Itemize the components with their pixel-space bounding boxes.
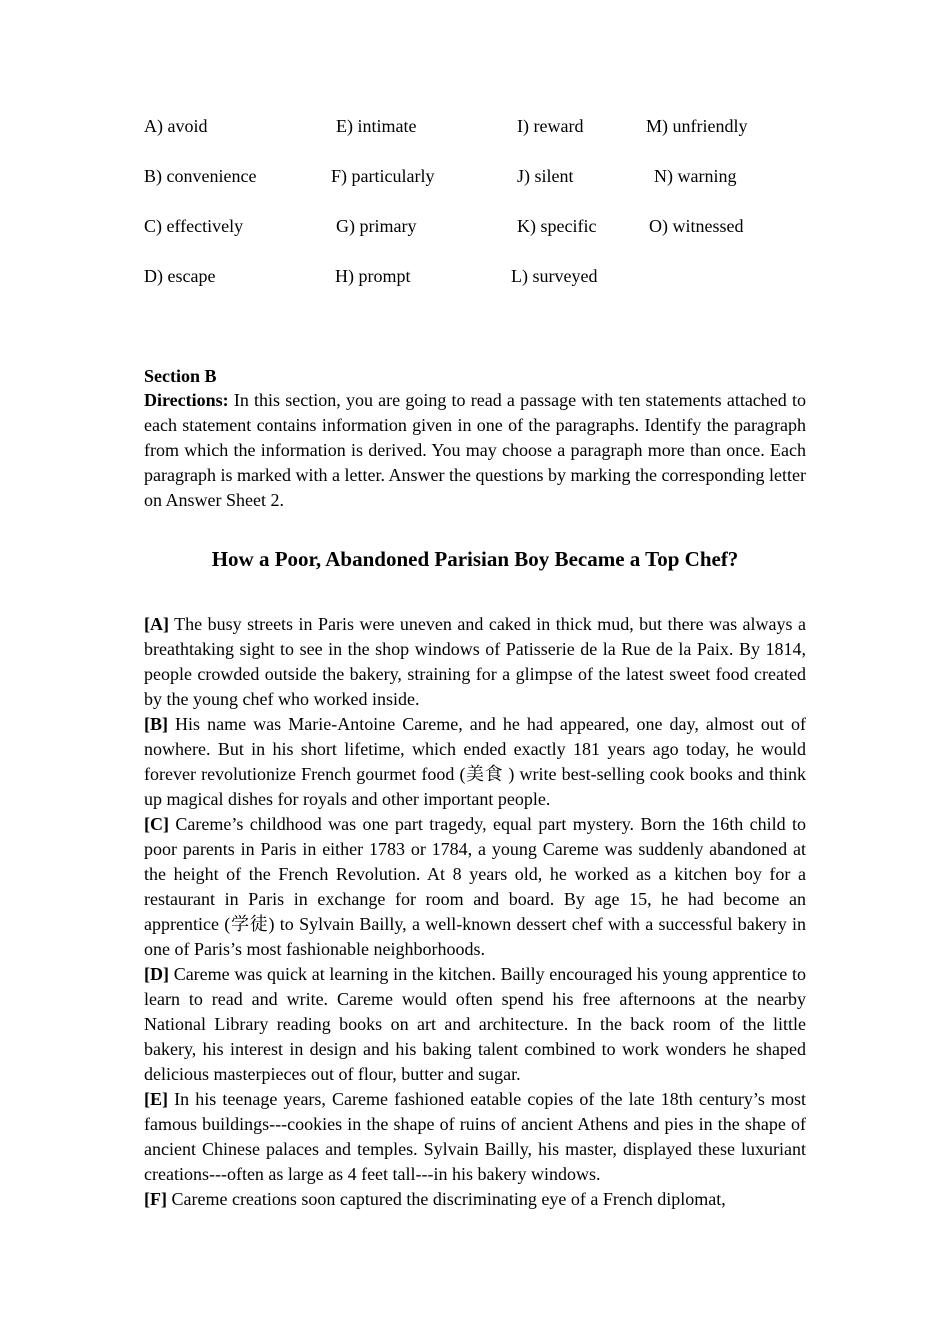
directions-text (144, 388, 806, 513)
word-bank-row (0, 264, 950, 314)
passage-title: How a Poor, Abandoned Parisian Boy Became a Top Chef? (211, 547, 739, 571)
word-bank (0, 114, 950, 314)
word-option: N) warning (654, 166, 737, 186)
paragraph-b (144, 712, 806, 812)
paragraph-c (144, 812, 806, 962)
paragraph-tag: [E] (144, 1089, 168, 1109)
word-bank-row (0, 164, 950, 214)
directions-body: In this section, you are going to read a passage with ten statements attached to each statement contains information given in one of the paragraphs. Identify the paragraph from which the information is derived. You may choose a paragraph more than once. Each paragraph is marked with a letter. Answer the questions by marking the corresponding letter on Answer Sheet 2. (144, 390, 806, 510)
paragraph-tag: [B] (144, 714, 168, 734)
word-option: E) intimate (336, 116, 417, 136)
word-option: J) silent (517, 166, 574, 186)
word-option: C) effectively (144, 216, 244, 236)
paragraph-text: Careme was quick at learning in the kitchen. Bailly encouraged his young apprentice to learn to read and write. Careme would often spend his free afternoons at the nearby National Library reading books on art and architecture. In the back room of the little bakery, his interest in design and his baking talent combined to work wonders he shaped delicious masterpieces out of flour, butter and sugar. (144, 964, 806, 1084)
paragraph-text: The busy streets in Paris were uneven and caked in thick mud, but there was always a breathtaking sight to see in the shop windows of Patisserie de la Rue de la Paix. By 1814, people crowded outside the bakery, straining for a glimpse of the latest sweet food created by the young chef who worked inside. (144, 614, 806, 709)
word-option: H) prompt (335, 266, 411, 286)
word-option: B) convenience (144, 166, 257, 186)
paragraph-text: His name was Marie-Antoine Careme, and he had appeared, one day, almost out of nowhere. But in his short lifetime, which ended exactly 181 years ago today, he would forever revolutionize French gourmet food (美食 ) write best-selling cook books and think up magical dishes for royals and other important people. (144, 714, 806, 809)
word-option: M) unfriendly (646, 116, 748, 136)
word-bank-row (0, 214, 950, 264)
passage-body (144, 612, 806, 1212)
directions-label: Directions: (144, 390, 229, 410)
paragraph-tag: [C] (144, 814, 169, 834)
paragraph-tag: [D] (144, 964, 169, 984)
word-option: A) avoid (144, 116, 208, 136)
section-heading: Section B (144, 366, 217, 386)
paragraph-text: Careme creations soon captured the discriminating eye of a French diplomat, (166, 1189, 726, 1209)
paragraph-d (144, 962, 806, 1087)
word-option: F) particularly (331, 166, 435, 186)
word-option: I) reward (517, 116, 584, 136)
word-option: K) specific (517, 216, 597, 236)
word-option: D) escape (144, 266, 216, 286)
paragraph-text: In his teenage years, Careme fashioned eatable copies of the late 18th century’s most famous buildings---cookies in the shape of ruins of ancient Athens and pies in the shape of ancient Chinese palaces and temples. Sylvain Bailly, his master, displayed these luxuriant creations---often as large as 4 feet tall---in his bakery windows. (144, 1089, 806, 1184)
paragraph-tag: [A] (144, 614, 169, 634)
paragraph-f (144, 1187, 806, 1212)
word-bank-row (0, 114, 950, 164)
paragraph-a (144, 612, 806, 712)
word-option: G) primary (336, 216, 417, 236)
paragraph-tag: [F] (144, 1189, 167, 1209)
word-option: O) witnessed (649, 216, 744, 236)
word-option: L) surveyed (511, 266, 598, 286)
paragraph-e (144, 1087, 806, 1187)
paragraph-text: Careme’s childhood was one part tragedy, equal part mystery. Born the 16th child to poor parents in Paris in either 1783 or 1784, a young Careme was suddenly abandoned at the height of the French Revolution. At 8 years old, he worked as a kitchen boy for a restaurant in Paris in exchange for room and board. By age 15, he had become an apprentice (学徒) to Sylvain Bailly, a well-known dessert chef with a successful bakery in one of Paris’s most fashionable neighborhoods. (144, 814, 806, 959)
